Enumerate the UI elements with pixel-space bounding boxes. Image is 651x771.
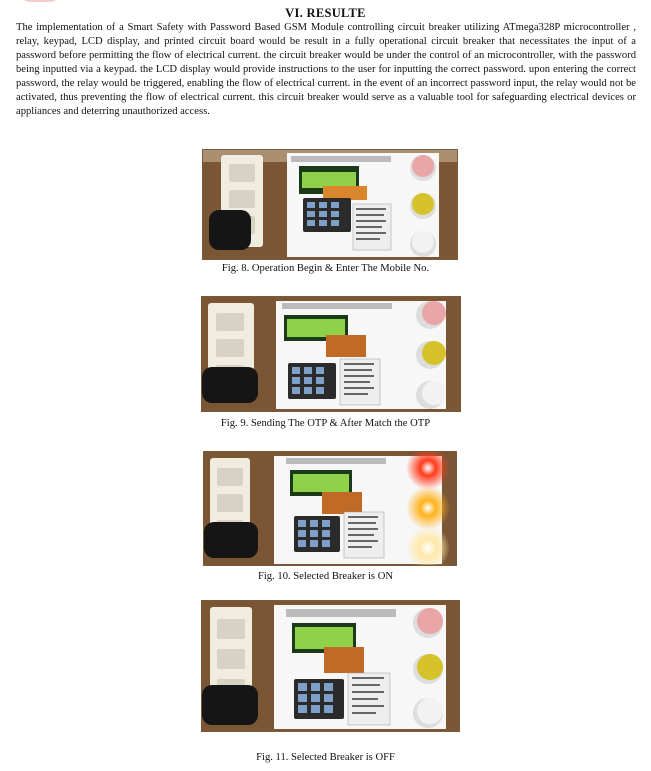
bulb-1 — [412, 155, 434, 177]
lcd-display — [295, 627, 353, 649]
bulb-3 — [417, 698, 443, 724]
section-title: VI. RESULTE — [285, 6, 366, 20]
body-paragraph: The implementation of a Smart Safety with Password Based GSM Module controlling circuit breaker utilizing ATmega328P microcontroller , relay, keypad, LCD display, and printed circuit board would be result in a fully operational circuit breaker that necessitates the input of a password before permitting the flow of electrical current. the circuit breaker would be under the control of an microcontroller, with the password being inputted via a keypad. the LCD display would provide instructions to the user for inputting the correct password. upon entering the correct password, the relay would be triggered, enabling the flow of electrical current. in the event of an incorrect password input, the relay would not be activated, thus preventing the flow of electrical current. this circuit breaker would serve as a valuable tool for safeguarding electrical devices or appliances and deterring unauthorized access. — [16, 22, 636, 117]
figure-9-caption: Fig. 9. Sending The OTP & After Match the OTP — [220, 418, 431, 429]
figure-11-caption: Fig. 11. Selected Breaker is OFF — [256, 752, 395, 763]
figure-8-photo — [202, 149, 458, 260]
bulb-2 — [417, 654, 443, 680]
figure-8-caption: Fig. 8. Operation Begin & Enter The Mobile No. — [221, 263, 430, 274]
lcd-display — [302, 172, 356, 188]
figure-9-photo — [201, 296, 461, 412]
power-adapter — [204, 522, 258, 558]
decorative-mark — [20, 0, 60, 2]
bulb-2 — [406, 486, 450, 530]
power-adapter — [209, 210, 251, 250]
bulb-1 — [422, 301, 446, 325]
power-adapter — [202, 367, 258, 403]
figure-11-photo — [201, 600, 460, 732]
bulb-3 — [412, 231, 434, 253]
bulb-3 — [422, 381, 446, 405]
lcd-display — [293, 474, 349, 492]
power-adapter — [202, 685, 258, 725]
figure-10-photo — [203, 451, 457, 566]
figure-10-caption: Fig. 10. Selected Breaker is ON — [257, 571, 394, 582]
bulb-1 — [417, 608, 443, 634]
bulb-2 — [422, 341, 446, 365]
lcd-display — [287, 319, 345, 337]
bulb-2 — [412, 193, 434, 215]
